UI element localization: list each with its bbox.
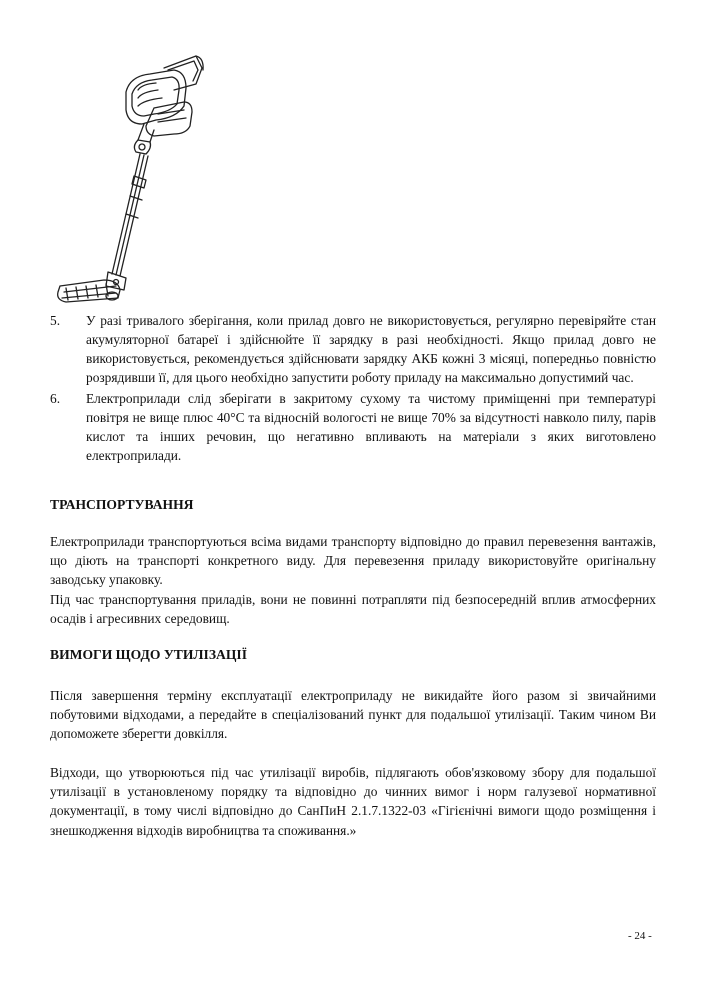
transport-paragraph-1: Електроприлади транспортуються всіма видами транспорту відповідно до правил перевезення вантажів, що діють на транспорті конкретного виду. Для перевезення приладу використовуйте оригінальну заводську упаковку. (50, 534, 656, 588)
list-item-text: Електроприлади слід зберігати в закритому сухому та чистому приміщенні при температурі повітря не вище плюс 40°С та відносній вологості не вище 70% за відсутності навколо пилу, парів кислот та інших речовин, що негативно впливають на матеріали з яких виготовлено електроприлади. (86, 391, 656, 463)
transport-paragraph-2: Під час транспортування приладів, вони не повинні потрапляти під безпосередній вплив атмосферних осадів і агресивних середовищ. (50, 592, 656, 627)
list-item (50, 389, 656, 465)
list-item-number: 6. (50, 391, 61, 406)
disposal-heading: ВИМОГИ ЩОДО УТИЛІЗАЦІЇ (50, 647, 247, 662)
page-number: - 24 - (628, 930, 652, 942)
list-item-number: 5. (50, 313, 61, 328)
disposal-paragraph-1: Після завершення терміну експлуатації електроприладу не викидайте його разом зі звичайними побутовими відходами, а передайте в спеціалізований пункт для подальшої утилізації. Таким чином Ви допоможете зберегти довкілля. (50, 688, 656, 742)
vacuum-cleaner-illustration-icon (46, 46, 211, 304)
list-item (50, 311, 656, 387)
disposal-paragraph-2: Відходи, що утворюються під час утилізації виробів, підлягають обов'язковому збору для подальшої утилізації в установленому порядку та відповідно до чинних вимог і норм галузевої нормативної документації, в тому числі відповідно до СанПиН 2.1.7.1322-03 «Гігієнічні вимоги щодо розміщення і знешкодження відходів виробництва та споживання.» (50, 765, 656, 838)
list-item-text: У разі тривалого зберігання, коли прилад довго не використовується, регулярно перевіряйте стан акумуляторної батареї і здійснюйте її зарядку в разі необхідності. Якщо прилад довго не використовується, рекомендується здійснювати зарядку АКБ кожні 3 місяці, попередньо повністю розрядивши її, для цього необхідно запустити роботу приладу на максимально допустимий час. (86, 313, 656, 385)
transport-heading: ТРАНСПОРТУВАННЯ (50, 497, 194, 512)
storage-instructions-list (50, 311, 656, 467)
